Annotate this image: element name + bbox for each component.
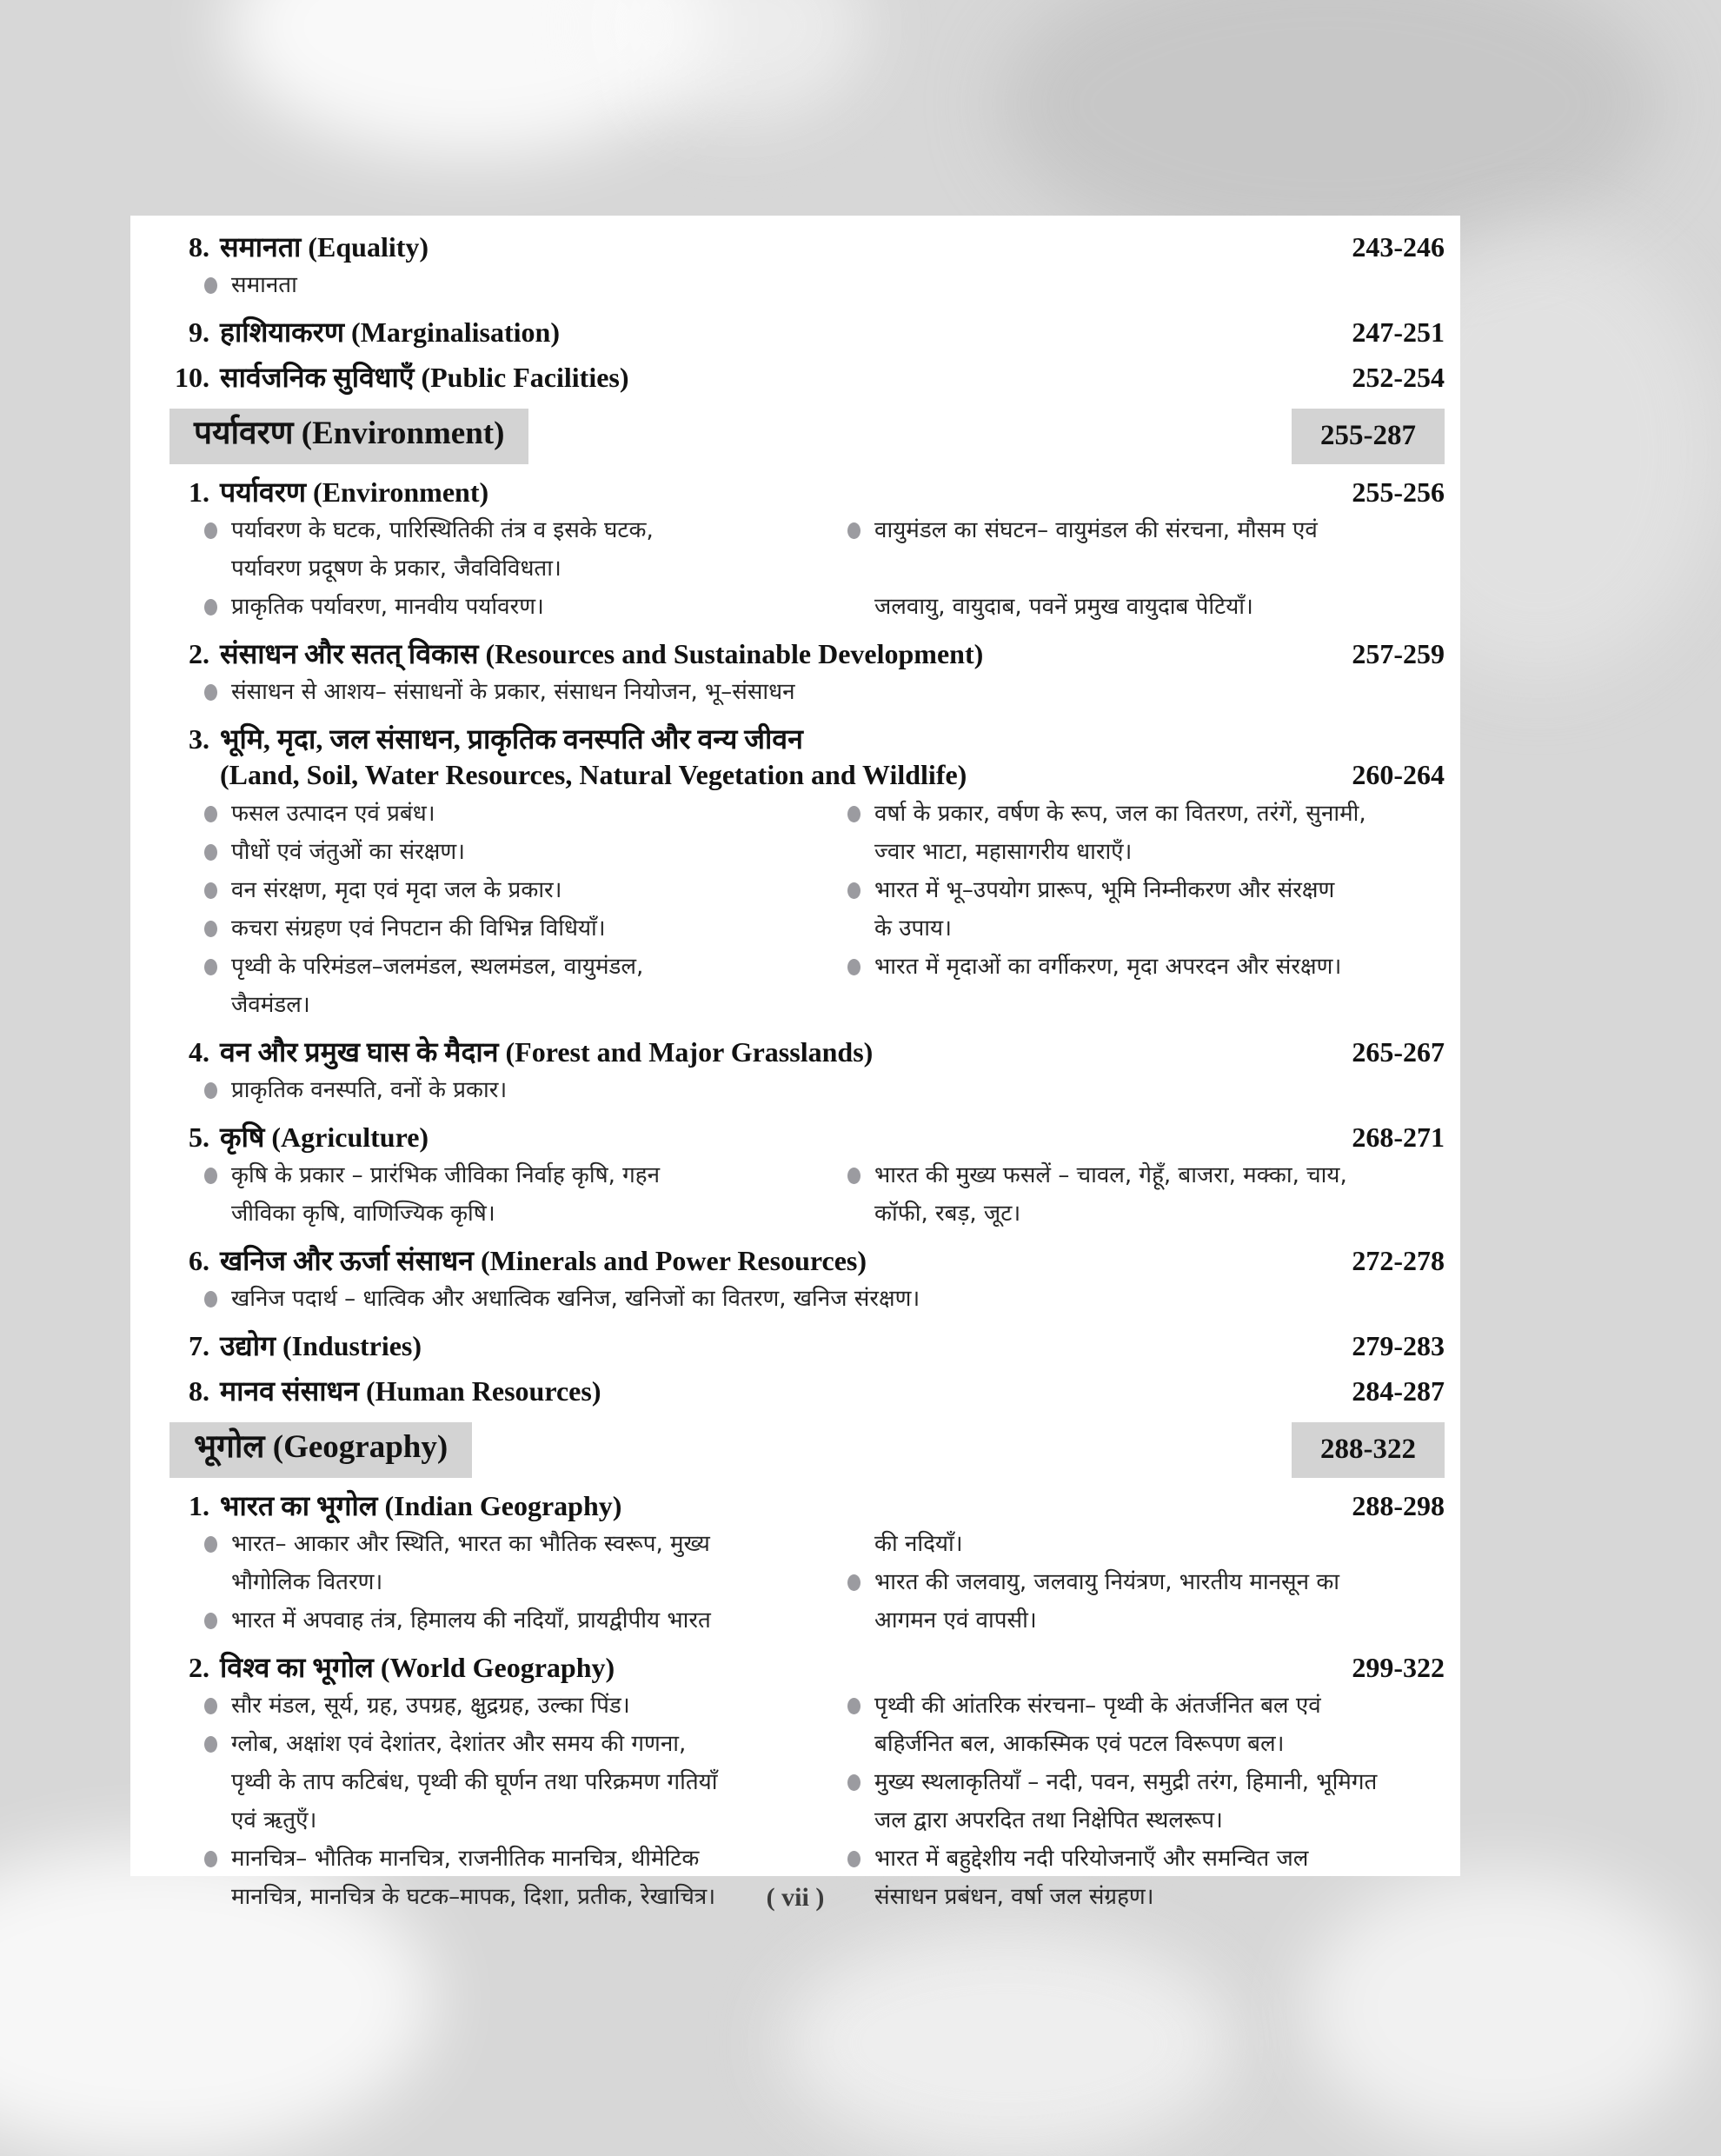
bullets-right-column xyxy=(847,511,1445,626)
toc-bullet-line xyxy=(847,1601,1445,1640)
toc-bullet-line xyxy=(204,1525,847,1563)
toc-item-title-hindi: वन और प्रमुख घास के मैदान xyxy=(220,1036,499,1068)
toc-item-bullets xyxy=(204,1687,1445,1916)
toc-bullet-text: मुख्य स्थलाकृतियाँ – नदी, पवन, समुद्री तरंग, हिमानी, भूमिगत xyxy=(874,1769,1378,1795)
toc-item-pages: 247-251 xyxy=(1352,316,1445,348)
toc-item-bullets xyxy=(204,1156,1445,1233)
toc-item-title-english: (Human Resources) xyxy=(365,1375,601,1407)
bullet-dot-icon xyxy=(204,1291,217,1308)
toc-bullet-line xyxy=(204,588,847,626)
toc-item xyxy=(169,315,1445,349)
toc-item-pages: 268-271 xyxy=(1352,1121,1445,1153)
toc-bullet-text: पृथ्वी की आंतरिक संरचना– पृथ्वी के अंतर्जनित बल एवं xyxy=(874,1693,1321,1719)
toc-bullet-line xyxy=(204,1280,1445,1318)
toc-bullet-line xyxy=(204,795,847,833)
bullet-dot-icon xyxy=(847,522,860,539)
toc-item-heading xyxy=(169,1243,1445,1278)
toc-item-pages: 288-298 xyxy=(1352,1490,1445,1521)
toc-bullet-text: भारत– आकार और स्थिति, भारत का भौतिक स्वरूप, मुख्य xyxy=(231,1531,710,1557)
bullets-left-column xyxy=(204,795,847,1024)
toc-bullet-line xyxy=(204,871,847,909)
toc-item-heading xyxy=(169,315,1445,349)
toc-bullet-line xyxy=(204,1687,847,1725)
toc-item-bullets xyxy=(204,673,1445,711)
bullet-dot-icon xyxy=(204,959,217,975)
toc-item-title-hindi: उद्योग xyxy=(220,1330,276,1361)
toc-item-title-hindi: भूमि, मृदा, जल संसाधन, प्राकृतिक वनस्पति और वन्य जीवन xyxy=(220,723,803,755)
toc-item xyxy=(169,230,1445,304)
toc-item-title-hindi: हाशियाकरण xyxy=(220,316,344,348)
bullet-dot-icon xyxy=(204,1168,217,1184)
toc-bullet-text: वर्षा के प्रकार, वर्षण के रूप, जल का वितरण, तरंगें, सुनामी, xyxy=(874,801,1366,827)
toc-item-title xyxy=(220,1374,601,1408)
bullet-dot-icon xyxy=(204,599,217,616)
toc-bullet-line xyxy=(847,1840,1445,1878)
section-pages-box: 255-287 xyxy=(1292,409,1445,464)
toc-bullet-line xyxy=(204,549,847,588)
toc-item-number: 10. xyxy=(175,362,209,393)
bullet-dot-icon xyxy=(847,1698,860,1714)
section-header-row xyxy=(169,409,1445,464)
toc-item-pages: 260-264 xyxy=(1352,759,1445,790)
toc-item-pages: 279-283 xyxy=(1352,1330,1445,1361)
toc-bullet-text: समानता xyxy=(231,272,297,298)
toc-item-pages: 243-246 xyxy=(1352,231,1445,263)
section-header-box xyxy=(169,1422,472,1478)
toc-item xyxy=(169,1035,1445,1109)
toc-bullet-line xyxy=(204,948,847,986)
toc-bullet-text: कॉफी, रबड़, जूट। xyxy=(874,1201,1021,1227)
toc-item xyxy=(169,475,1445,626)
bullets-right-column xyxy=(847,1156,1445,1233)
toc-item-number: 1. xyxy=(189,1490,209,1521)
toc-bullet-text: मानचित्र– भौतिक मानचित्र, राजनीतिक मानचित्र, थीमेटिक xyxy=(231,1846,700,1872)
toc-bullet-line xyxy=(204,909,847,948)
toc-bullet-text: प्राकृतिक वनस्पति, वनों के प्रकार। xyxy=(231,1077,508,1103)
bullet-dot-icon xyxy=(204,921,217,937)
toc-item-title xyxy=(220,360,629,395)
section-pages-box: 288-322 xyxy=(1292,1422,1445,1478)
toc-bullet-text: जल द्वारा अपरदित तथा निक्षेपित स्थलरूप। xyxy=(874,1807,1223,1833)
toc-item-pages: 265-267 xyxy=(1352,1036,1445,1068)
toc-item-bullets xyxy=(204,795,1445,1024)
toc-item-number: 9. xyxy=(189,316,209,348)
toc-bullet-text: की नदियाँ। xyxy=(874,1531,963,1557)
toc-bullet-text: कृषि के प्रकार – प्रारंभिक जीविका निर्वाह कृषि, गहन xyxy=(231,1162,661,1188)
toc-item-heading xyxy=(169,1650,1445,1685)
toc-item-title-english: (Forest and Major Grasslands) xyxy=(505,1036,874,1068)
toc-bullet-line xyxy=(204,673,1445,711)
toc-item-number: 5. xyxy=(189,1121,209,1153)
toc-bullet-line xyxy=(204,986,847,1024)
toc-item xyxy=(169,1488,1445,1640)
toc-bullet-text: भारत की मुख्य फसलें – चावल, गेहूँ, बाजरा, मक्का, चाय, xyxy=(874,1162,1347,1188)
toc-bullet-line xyxy=(847,549,1445,588)
bullet-dot-icon xyxy=(204,1736,217,1753)
toc-item-title-hindi: खनिज और ऊर्जा संसाधन xyxy=(220,1245,474,1276)
toc-item-title-hindi: समानता xyxy=(220,231,302,263)
toc-bullet-line xyxy=(847,588,1445,626)
bullets-left-column xyxy=(204,1687,847,1916)
toc-bullet-text: भारत में अपवाह तंत्र, हिमालय की नदियाँ, प्रायद्वीपीय भारत xyxy=(231,1607,711,1634)
toc-bullet-text: पौधों एवं जंतुओं का संरक्षण। xyxy=(231,839,466,865)
toc-item-heading xyxy=(169,1328,1445,1363)
toc-bullet-text: पर्यावरण प्रदूषण के प्रकार, जैवविविधता। xyxy=(231,556,561,582)
toc-item-title xyxy=(220,315,560,349)
toc-item-title xyxy=(220,475,488,509)
toc-bullet-line xyxy=(204,1763,847,1801)
toc-item-number: 2. xyxy=(189,638,209,669)
toc-bullet-text: एवं ऋतुएँ। xyxy=(231,1807,317,1833)
toc-item-title-english: (Marginalisation) xyxy=(350,316,560,348)
bullet-dot-icon xyxy=(204,684,217,701)
bullet-dot-icon xyxy=(204,1082,217,1099)
toc-item xyxy=(169,1328,1445,1363)
toc-item-title xyxy=(220,1035,873,1069)
toc-item-title-hindi: कृषि xyxy=(220,1121,265,1153)
toc-item xyxy=(169,360,1445,395)
toc-item-number: 7. xyxy=(189,1330,209,1361)
toc-item-bullets xyxy=(204,1525,1445,1640)
section-header-box xyxy=(169,409,528,464)
toc-item-number: 4. xyxy=(189,1036,209,1068)
toc-bullet-line xyxy=(847,833,1445,871)
toc-item xyxy=(169,1650,1445,1916)
toc-bullet-text: सौर मंडल, सूर्य, ग्रह, उपग्रह, क्षुद्रग्रह, उल्का पिंड। xyxy=(231,1693,630,1719)
toc-item-pages: 299-322 xyxy=(1352,1652,1445,1683)
toc-item-title-english: (Industries) xyxy=(282,1330,422,1361)
toc-item-pages: 252-254 xyxy=(1352,362,1445,393)
toc-bullet-line xyxy=(204,1725,847,1763)
bullets-left-column xyxy=(204,673,1445,711)
toc-item-pages: 284-287 xyxy=(1352,1375,1445,1407)
bullets-left-column xyxy=(204,1280,1445,1318)
toc-bullet-text: पर्यावरण के घटक, पारिस्थितिकी तंत्र व इसके घटक, xyxy=(231,517,654,543)
toc-bullet-line xyxy=(204,833,847,871)
toc-bullet-line xyxy=(847,1763,1445,1801)
toc-bullet-text: ग्लोब, अक्षांश एवं देशांतर, देशांतर और समय की गणना, xyxy=(231,1731,687,1757)
toc-item-title-english: (Environment) xyxy=(313,476,489,508)
toc-item-title-english: (Minerals and Power Resources) xyxy=(480,1245,867,1276)
toc-item-bullets xyxy=(204,1071,1445,1109)
bullet-dot-icon xyxy=(204,882,217,899)
bullets-left-column xyxy=(204,1071,1445,1109)
bullet-dot-icon xyxy=(204,522,217,539)
toc-bullet-text: जलवायु, वायुदाब, पवनें प्रमुख वायुदाब पेटियाँ। xyxy=(874,594,1253,620)
bullet-dot-icon xyxy=(204,844,217,861)
bullet-dot-icon xyxy=(204,806,217,822)
toc-bullet-text: भारत में बहुद्देशीय नदी परियोजनाएँ और समन्वित जल xyxy=(874,1846,1309,1872)
toc-item-bullets xyxy=(204,511,1445,626)
toc-item-number: 2. xyxy=(189,1652,209,1683)
toc-item-number: 8. xyxy=(189,231,209,263)
toc-item-title-english: (Indian Geography) xyxy=(384,1490,622,1521)
toc-bullet-text: भौगोलिक वितरण। xyxy=(231,1569,383,1595)
section-header-row xyxy=(169,1422,1445,1478)
toc-bullet-text: खनिज पदार्थ – धात्विक और अधात्विक खनिज, खनिजों का वितरण, खनिज संरक्षण। xyxy=(231,1286,920,1312)
toc-item-heading-line2 xyxy=(169,756,1445,793)
bullet-dot-icon xyxy=(204,1613,217,1629)
toc-item-title xyxy=(220,1488,621,1523)
toc-bullet-line xyxy=(847,795,1445,833)
toc-item-title xyxy=(220,1650,615,1685)
toc-bullet-line xyxy=(847,1194,1445,1233)
toc-item-title-english: (Resources and Sustainable Development) xyxy=(485,638,984,669)
toc-bullet-text: भारत में भू–उपयोग प्रारूप, भूमि निम्नीकरण और संरक्षण xyxy=(874,877,1335,903)
toc-item-title xyxy=(220,1328,422,1363)
toc-bullet-text: मानचित्र, मानचित्र के घटक–मापक, दिशा, प्रतीक, रेखाचित्र। xyxy=(231,1884,716,1910)
toc-bullet-line xyxy=(204,266,1445,304)
bullet-dot-icon xyxy=(847,882,860,899)
bullet-dot-icon xyxy=(847,1851,860,1867)
bullet-dot-icon xyxy=(204,1851,217,1867)
toc-item-number: 6. xyxy=(189,1245,209,1276)
toc-item xyxy=(169,1374,1445,1408)
section-title-english: (Geography) xyxy=(264,1429,449,1465)
toc-item-pages: 272-278 xyxy=(1352,1245,1445,1276)
toc-bullet-line xyxy=(847,1687,1445,1725)
table-of-contents xyxy=(169,230,1445,1916)
toc-bullet-line xyxy=(204,1563,847,1601)
toc-item-heading xyxy=(169,475,1445,509)
toc-item xyxy=(169,722,1445,1024)
toc-item-title-english: (Equality) xyxy=(308,231,429,263)
bullet-dot-icon xyxy=(204,277,217,294)
toc-item xyxy=(169,1120,1445,1233)
background-cloud-blob xyxy=(782,1930,1234,2156)
toc-bullet-line xyxy=(847,1156,1445,1194)
toc-item-title-hindi: संसाधन और सतत् विकास xyxy=(220,638,479,669)
toc-bullet-text: भारत की जलवायु, जलवायु नियंत्रण, भारतीय मानसून का xyxy=(874,1569,1340,1595)
toc-item-heading xyxy=(169,1488,1445,1523)
toc-item-title xyxy=(220,1120,429,1155)
bullet-dot-icon xyxy=(847,1168,860,1184)
bullet-dot-icon xyxy=(847,806,860,822)
toc-item-title-english: (Public Facilities) xyxy=(421,362,629,393)
toc-item-subtitle: (Land, Soil, Water Resources, Natural Vegetation and Wildlife) xyxy=(220,759,967,790)
toc-bullet-text: वन संरक्षण, मृदा एवं मृदा जल के प्रकार। xyxy=(231,877,562,903)
toc-bullet-text: फसल उत्पादन एवं प्रबंध। xyxy=(231,801,435,827)
toc-bullet-line xyxy=(847,511,1445,549)
toc-item-title-hindi: विश्व का भूगोल xyxy=(220,1652,374,1683)
toc-bullet-text: वायुमंडल का संघटन– वायुमंडल की संरचना, मौसम एवं xyxy=(874,517,1318,543)
toc-item-heading xyxy=(169,1374,1445,1408)
bullets-right-column xyxy=(847,1687,1445,1916)
toc-item-heading xyxy=(169,636,1445,671)
toc-bullet-text: संसाधन से आशय– संसाधनों के प्रकार, संसाधन नियोजन, भू–संसाधन xyxy=(231,679,795,705)
toc-bullet-line xyxy=(847,1801,1445,1840)
toc-bullet-line xyxy=(204,1840,847,1878)
bullet-dot-icon xyxy=(847,959,860,975)
toc-item xyxy=(169,1243,1445,1318)
toc-item-title xyxy=(220,230,429,264)
section-title-hindi: भूगोल xyxy=(194,1429,265,1465)
toc-item-title-english: (World Geography) xyxy=(380,1652,615,1683)
bullets-left-column xyxy=(204,511,847,626)
bullets-left-column xyxy=(204,1525,847,1640)
toc-item-title xyxy=(220,1243,867,1278)
toc-bullet-text: के उपाय। xyxy=(874,915,952,942)
toc-bullet-text: प्राकृतिक पर्यावरण, मानवीय पर्यावरण। xyxy=(231,594,544,620)
toc-bullet-line xyxy=(847,1525,1445,1563)
toc-bullet-line xyxy=(204,1194,847,1233)
toc-bullet-line xyxy=(204,1156,847,1194)
toc-bullet-text: संसाधन प्रबंधन, वर्षा जल संग्रहण। xyxy=(874,1884,1154,1910)
bullet-dot-icon xyxy=(204,1698,217,1714)
toc-item-heading xyxy=(169,230,1445,264)
toc-bullet-text: जैवमंडल। xyxy=(231,992,310,1018)
toc-bullet-text: पृथ्वी के ताप कटिबंध, पृथ्वी की घूर्णन तथा परिक्रमण गतियाँ xyxy=(231,1769,718,1795)
toc-item-title-hindi: पर्यावरण xyxy=(220,476,307,508)
section-title-english: (Environment) xyxy=(293,416,505,451)
toc-item-heading xyxy=(169,1035,1445,1069)
toc-bullet-text: आगमन एवं वापसी। xyxy=(874,1607,1037,1634)
toc-bullet-line xyxy=(847,871,1445,909)
toc-bullet-line xyxy=(847,948,1445,986)
toc-item-bullets xyxy=(204,266,1445,304)
toc-bullet-line xyxy=(847,909,1445,948)
toc-item-title xyxy=(220,636,983,671)
toc-bullet-line xyxy=(847,1563,1445,1601)
toc-item-pages: 257-259 xyxy=(1352,638,1445,669)
toc-item-title xyxy=(220,722,803,756)
toc-item-title-english: (Agriculture) xyxy=(271,1121,429,1153)
page-number-footer: ( vii ) xyxy=(766,1883,825,1912)
toc-bullet-text: जीविका कृषि, वाणिज्यिक कृषि। xyxy=(231,1201,495,1227)
bullets-left-column xyxy=(204,266,1445,304)
toc-bullet-text: ज्वार भाटा, महासागरीय धाराएँ। xyxy=(874,839,1133,865)
bullets-left-column xyxy=(204,1156,847,1233)
toc-item-heading xyxy=(169,1120,1445,1155)
section-title-hindi: पर्यावरण xyxy=(194,416,294,451)
toc-item-number: 8. xyxy=(189,1375,209,1407)
toc-bullet-text: भारत में मृदाओं का वर्गीकरण, मृदा अपरदन और संरक्षण। xyxy=(874,954,1342,980)
toc-bullet-text: बहिर्जनित बल, आकस्मिक एवं पटल विरूपण बल। xyxy=(874,1731,1285,1757)
toc-bullet-text: कचरा संग्रहण एवं निपटान की विभिन्न विधियाँ। xyxy=(231,915,606,942)
toc-bullet-line xyxy=(204,1601,847,1640)
toc-item-number: 3. xyxy=(189,723,209,755)
bullet-dot-icon xyxy=(847,1574,860,1591)
toc-item-heading xyxy=(169,360,1445,395)
toc-item-heading xyxy=(169,722,1445,756)
toc-bullet-line xyxy=(847,1725,1445,1763)
toc-item-bullets xyxy=(204,1280,1445,1318)
bullets-right-column xyxy=(847,795,1445,1024)
toc-item-title-hindi: भारत का भूगोल xyxy=(220,1490,378,1521)
toc-bullet-line xyxy=(204,1801,847,1840)
toc-item-number: 1. xyxy=(189,476,209,508)
toc-item xyxy=(169,636,1445,711)
toc-bullet-line xyxy=(204,1071,1445,1109)
toc-item-title-hindi: सार्वजनिक सुविधाएँ xyxy=(220,362,415,393)
toc-item-title-hindi: मानव संसाधन xyxy=(220,1375,359,1407)
toc-bullet-text: पृथ्वी के परिमंडल–जलमंडल, स्थलमंडल, वायुमंडल, xyxy=(231,954,644,980)
bullet-dot-icon xyxy=(847,1774,860,1791)
bullet-dot-icon xyxy=(204,1536,217,1553)
toc-bullet-line xyxy=(204,511,847,549)
bullets-right-column xyxy=(847,1525,1445,1640)
toc-item-pages: 255-256 xyxy=(1352,476,1445,508)
